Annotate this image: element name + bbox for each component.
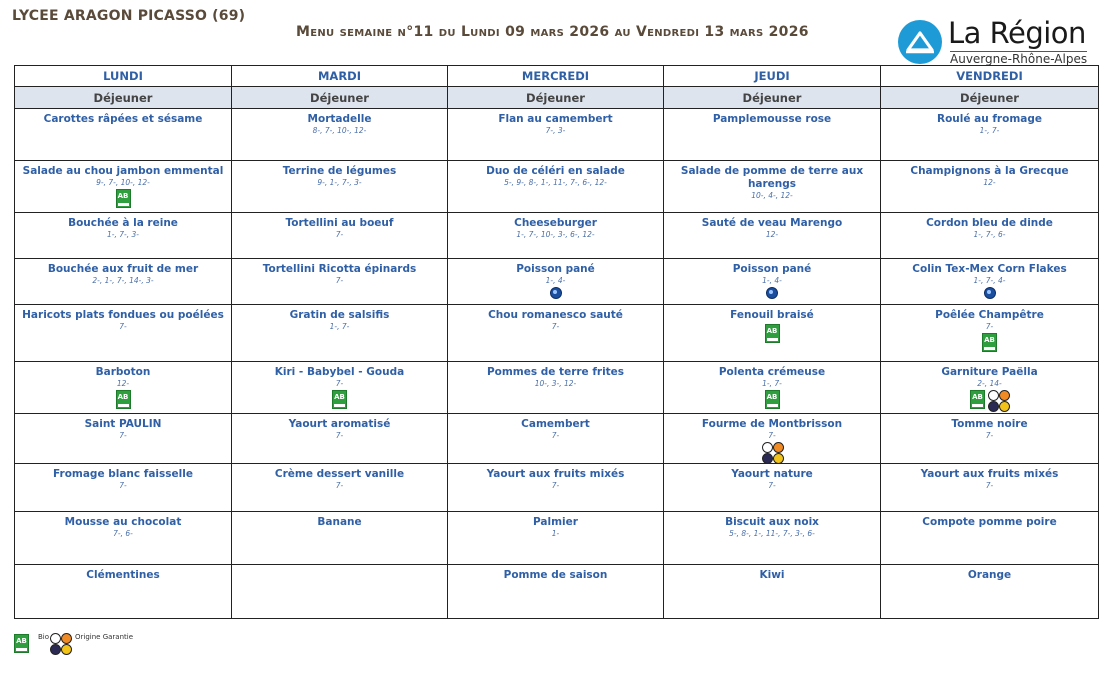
day-header: JEUDI xyxy=(664,66,881,87)
allergen-codes: 1-, 4- xyxy=(762,276,782,285)
sustainable-fishing-icon xyxy=(766,287,778,299)
dish-cell xyxy=(664,512,881,565)
dish-cell xyxy=(448,464,664,512)
day-header: MARDI xyxy=(232,66,448,87)
dish-cell xyxy=(664,414,881,464)
dish-cell xyxy=(232,161,448,213)
dish-name: Tortellini au boeuf xyxy=(285,217,394,229)
dish-cell xyxy=(232,213,448,259)
dish-cell xyxy=(881,259,1099,305)
dish-name: Biscuit aux noix xyxy=(725,516,819,528)
dish-name: Poisson pané xyxy=(732,263,812,275)
dish-name: Haricots plats fondues ou poélées xyxy=(22,309,224,321)
allergen-codes: 7- xyxy=(335,379,344,388)
dish-name: Tortellini Ricotta épinards xyxy=(262,263,417,275)
allergen-codes: 7-, 3- xyxy=(545,126,566,135)
dish-row xyxy=(15,305,1099,362)
dish-cell xyxy=(881,213,1099,259)
dish-name: Barboton xyxy=(95,366,151,378)
dish-cell xyxy=(881,565,1099,619)
quality-labels xyxy=(15,390,231,409)
bio-label-icon: AB xyxy=(14,634,29,653)
dish-name: Gratin de salsifis xyxy=(289,309,390,321)
dish-name: Compote pomme poire xyxy=(922,516,1057,528)
origin-guarantee-icon xyxy=(988,390,1009,411)
day-header-row xyxy=(15,66,1099,87)
allergen-codes: 7- xyxy=(119,322,127,331)
menu-title: Menu semaine n°11 du Lundi 09 mars 2026 au Vendredi 13 mars 2026 xyxy=(296,24,809,40)
dish-cell xyxy=(15,161,232,213)
dish-name: Yaourt aromatisé xyxy=(288,418,391,430)
dish-row xyxy=(15,161,1099,213)
origin-guarantee-icon xyxy=(50,633,71,654)
day-header: VENDREDI xyxy=(881,66,1099,87)
allergen-codes: 1-, 7-, 10-, 3-, 6-, 12- xyxy=(516,230,595,239)
dish-name: Garniture Paëlla xyxy=(941,366,1038,378)
region-subtitle: Auvergne-Rhône-Alpes xyxy=(950,52,1088,66)
dish-cell xyxy=(15,213,232,259)
dish-cell xyxy=(232,565,448,619)
dish-cell xyxy=(448,512,664,565)
meal-header: Déjeuner xyxy=(448,87,664,109)
allergen-codes: 7- xyxy=(551,481,560,490)
bio-label-icon: AB xyxy=(332,390,347,409)
dish-cell xyxy=(664,161,881,213)
dish-name: Chou romanesco sauté xyxy=(488,309,623,321)
legend-origin-label: Origine Garantie xyxy=(75,633,134,641)
dish-name: Banane xyxy=(317,516,362,528)
dish-name: Clémentines xyxy=(86,569,160,581)
allergen-codes: 7- xyxy=(985,481,994,490)
dish-name: Salade de pomme de terre aux harengs xyxy=(680,165,864,190)
dish-cell xyxy=(15,305,232,362)
dish-name: Crème dessert vanille xyxy=(274,468,405,480)
dish-name: Flan au camembert xyxy=(498,113,613,125)
dish-name: Yaourt nature xyxy=(731,468,813,480)
allergen-codes: 8-, 7-, 10-, 12- xyxy=(312,126,367,135)
dish-cell xyxy=(448,109,664,161)
meal-header: Déjeuner xyxy=(232,87,448,109)
allergen-codes: 10-, 3-, 12- xyxy=(534,379,577,388)
dish-row xyxy=(15,512,1099,565)
dish-row xyxy=(15,362,1099,414)
dish-name: Terrine de légumes xyxy=(282,165,397,177)
dish-name: Bouchée à la reine xyxy=(68,217,178,229)
allergen-codes: 2-, 14- xyxy=(977,379,1002,388)
allergen-codes: 9-, 1-, 7-, 3- xyxy=(317,178,362,187)
dish-cell xyxy=(448,259,664,305)
allergen-codes: 7- xyxy=(551,431,560,440)
dish-name: Colin Tex-Mex Corn Flakes xyxy=(912,263,1067,275)
dish-cell xyxy=(15,362,232,414)
dish-name: Kiri - Babybel - Gouda xyxy=(274,366,405,378)
dish-row xyxy=(15,259,1099,305)
day-header: MERCREDI xyxy=(448,66,664,87)
dish-cell xyxy=(15,259,232,305)
allergen-codes: 1-, 7-, 6- xyxy=(973,230,1006,239)
dish-cell xyxy=(881,305,1099,362)
dish-cell xyxy=(448,213,664,259)
dish-cell xyxy=(232,305,448,362)
dish-cell xyxy=(664,259,881,305)
region-logo-block xyxy=(898,18,1103,66)
allergen-codes: 7- xyxy=(335,230,344,239)
dish-name: Kiwi xyxy=(759,569,785,581)
allergen-codes: 7- xyxy=(335,481,344,490)
dish-name: Bouchée aux fruit de mer xyxy=(47,263,199,275)
dish-cell xyxy=(881,414,1099,464)
dish-cell xyxy=(448,565,664,619)
allergen-codes: 1-, 7- xyxy=(762,379,782,388)
dish-name: Tomme noire xyxy=(951,418,1028,430)
dish-cell xyxy=(881,362,1099,414)
dish-name: Duo de céléri en salade xyxy=(486,165,625,177)
dish-name: Cheeseburger xyxy=(514,217,597,229)
dish-name: Salade au chou jambon emmental xyxy=(22,165,224,177)
dish-cell xyxy=(664,565,881,619)
dish-cell xyxy=(232,109,448,161)
dish-name: Fromage blanc faisselle xyxy=(53,468,193,480)
dish-name: Poêlée Champêtre xyxy=(935,309,1044,321)
allergen-codes: 7-, 6- xyxy=(113,529,133,538)
allergen-codes: 1-, 7- xyxy=(979,126,1000,135)
dish-name: Fourme de Montbrisson xyxy=(701,418,843,430)
quality-labels xyxy=(881,287,1098,299)
allergen-codes: 12- xyxy=(116,379,130,388)
dish-cell xyxy=(881,109,1099,161)
allergen-codes: 1- xyxy=(551,529,560,538)
dish-name: Mousse au chocolat xyxy=(64,516,182,528)
allergen-codes: 7- xyxy=(551,322,560,331)
region-mountain-icon xyxy=(898,20,942,64)
meal-header: Déjeuner xyxy=(15,87,232,109)
quality-labels xyxy=(664,442,880,463)
dish-cell xyxy=(15,109,232,161)
allergen-codes: 7- xyxy=(335,431,344,440)
dish-name: Fenouil braisé xyxy=(730,309,814,321)
meal-header-row xyxy=(15,87,1099,109)
dish-cell xyxy=(881,464,1099,512)
allergen-codes: 1-, 7-, 3- xyxy=(107,230,139,239)
dish-cell xyxy=(15,512,232,565)
dish-name: Roulé au fromage xyxy=(937,113,1042,125)
dish-name: Yaourt aux fruits mixés xyxy=(486,468,625,480)
dish-cell xyxy=(15,565,232,619)
dish-cell xyxy=(448,414,664,464)
dish-name: Champignons à la Grecque xyxy=(910,165,1069,177)
sustainable-fishing-icon xyxy=(550,287,562,299)
dish-cell xyxy=(664,109,881,161)
dish-name: Saint PAULIN xyxy=(84,418,162,430)
dish-cell xyxy=(15,414,232,464)
dish-cell xyxy=(232,259,448,305)
legend-bio-label: Bio xyxy=(38,633,50,641)
meal-header: Déjeuner xyxy=(881,87,1099,109)
school-name: LYCEE ARAGON PICASSO (69) xyxy=(12,8,246,24)
dish-cell xyxy=(232,464,448,512)
dish-name: Poisson pané xyxy=(516,263,595,275)
dish-row xyxy=(15,213,1099,259)
bio-label-icon: AB xyxy=(982,333,997,352)
allergen-codes: 7- xyxy=(768,481,776,490)
dish-cell xyxy=(664,362,881,414)
region-name: La Région xyxy=(948,16,1086,50)
bio-label-icon: AB xyxy=(765,390,780,409)
allergen-codes: 7- xyxy=(985,431,994,440)
quality-labels xyxy=(232,390,447,409)
quality-labels xyxy=(15,189,231,208)
dish-cell xyxy=(448,305,664,362)
dish-row xyxy=(15,109,1099,161)
meal-header: Déjeuner xyxy=(664,87,881,109)
dish-row xyxy=(15,464,1099,512)
allergen-codes: 5-, 8-, 1-, 11-, 7-, 3-, 6- xyxy=(729,529,815,538)
dish-name: Pomme de saison xyxy=(503,569,608,581)
dish-row xyxy=(15,565,1099,619)
dish-name: Palmier xyxy=(533,516,578,528)
allergen-codes: 7- xyxy=(768,431,776,440)
dish-cell xyxy=(232,414,448,464)
dish-name: Pommes de terre frites xyxy=(486,366,625,378)
sustainable-fishing-icon xyxy=(984,287,996,299)
quality-labels xyxy=(664,324,880,343)
dish-name: Polenta crémeuse xyxy=(718,366,826,378)
dish-name: Mortadelle xyxy=(307,113,372,125)
dish-cell xyxy=(664,464,881,512)
allergen-codes: 7- xyxy=(119,431,127,440)
dish-name: Pamplemousse rose xyxy=(712,113,832,125)
allergen-codes: 7- xyxy=(119,481,127,490)
dish-row xyxy=(15,414,1099,464)
allergen-codes: 12- xyxy=(983,178,996,187)
bio-label-icon: AB xyxy=(116,189,131,208)
dish-name: Camembert xyxy=(521,418,590,430)
allergen-codes: 7- xyxy=(985,322,994,331)
quality-labels xyxy=(881,333,1098,352)
allergen-codes: 1-, 7- xyxy=(329,322,350,331)
quality-labels xyxy=(664,287,880,299)
dish-name: Cordon bleu de dinde xyxy=(926,217,1053,229)
dish-cell xyxy=(881,161,1099,213)
day-header: LUNDI xyxy=(15,66,232,87)
allergen-codes: 1-, 4- xyxy=(545,276,566,285)
origin-guarantee-icon xyxy=(762,442,783,463)
allergen-codes: 12- xyxy=(765,230,779,239)
weekly-menu-table xyxy=(14,65,1099,619)
dish-cell xyxy=(15,464,232,512)
allergen-codes: 7- xyxy=(335,276,344,285)
bio-label-icon: AB xyxy=(970,390,985,409)
dish-name: Orange xyxy=(967,569,1012,581)
allergen-codes: 1-, 7-, 4- xyxy=(973,276,1006,285)
bio-label-icon: AB xyxy=(116,390,131,409)
dish-cell xyxy=(232,362,448,414)
dish-cell xyxy=(448,161,664,213)
quality-labels xyxy=(448,287,663,299)
quality-labels xyxy=(881,390,1098,411)
dish-cell xyxy=(664,213,881,259)
allergen-codes: 9-, 7-, 10-, 12- xyxy=(96,178,150,187)
dish-name: Sauté de veau Marengo xyxy=(701,217,843,229)
dish-cell xyxy=(664,305,881,362)
allergen-codes: 2-, 1-, 7-, 14-, 3- xyxy=(92,276,154,285)
dish-cell xyxy=(881,512,1099,565)
dish-cell xyxy=(232,512,448,565)
dish-name: Carottes râpées et sésame xyxy=(43,113,203,125)
allergen-codes: 5-, 9-, 8-, 1-, 11-, 7-, 6-, 12- xyxy=(504,178,607,187)
allergen-codes: 10-, 4-, 12- xyxy=(751,191,793,200)
quality-labels xyxy=(664,390,880,409)
dish-cell xyxy=(448,362,664,414)
bio-label-icon: AB xyxy=(765,324,780,343)
dish-name: Yaourt aux fruits mixés xyxy=(920,468,1059,480)
